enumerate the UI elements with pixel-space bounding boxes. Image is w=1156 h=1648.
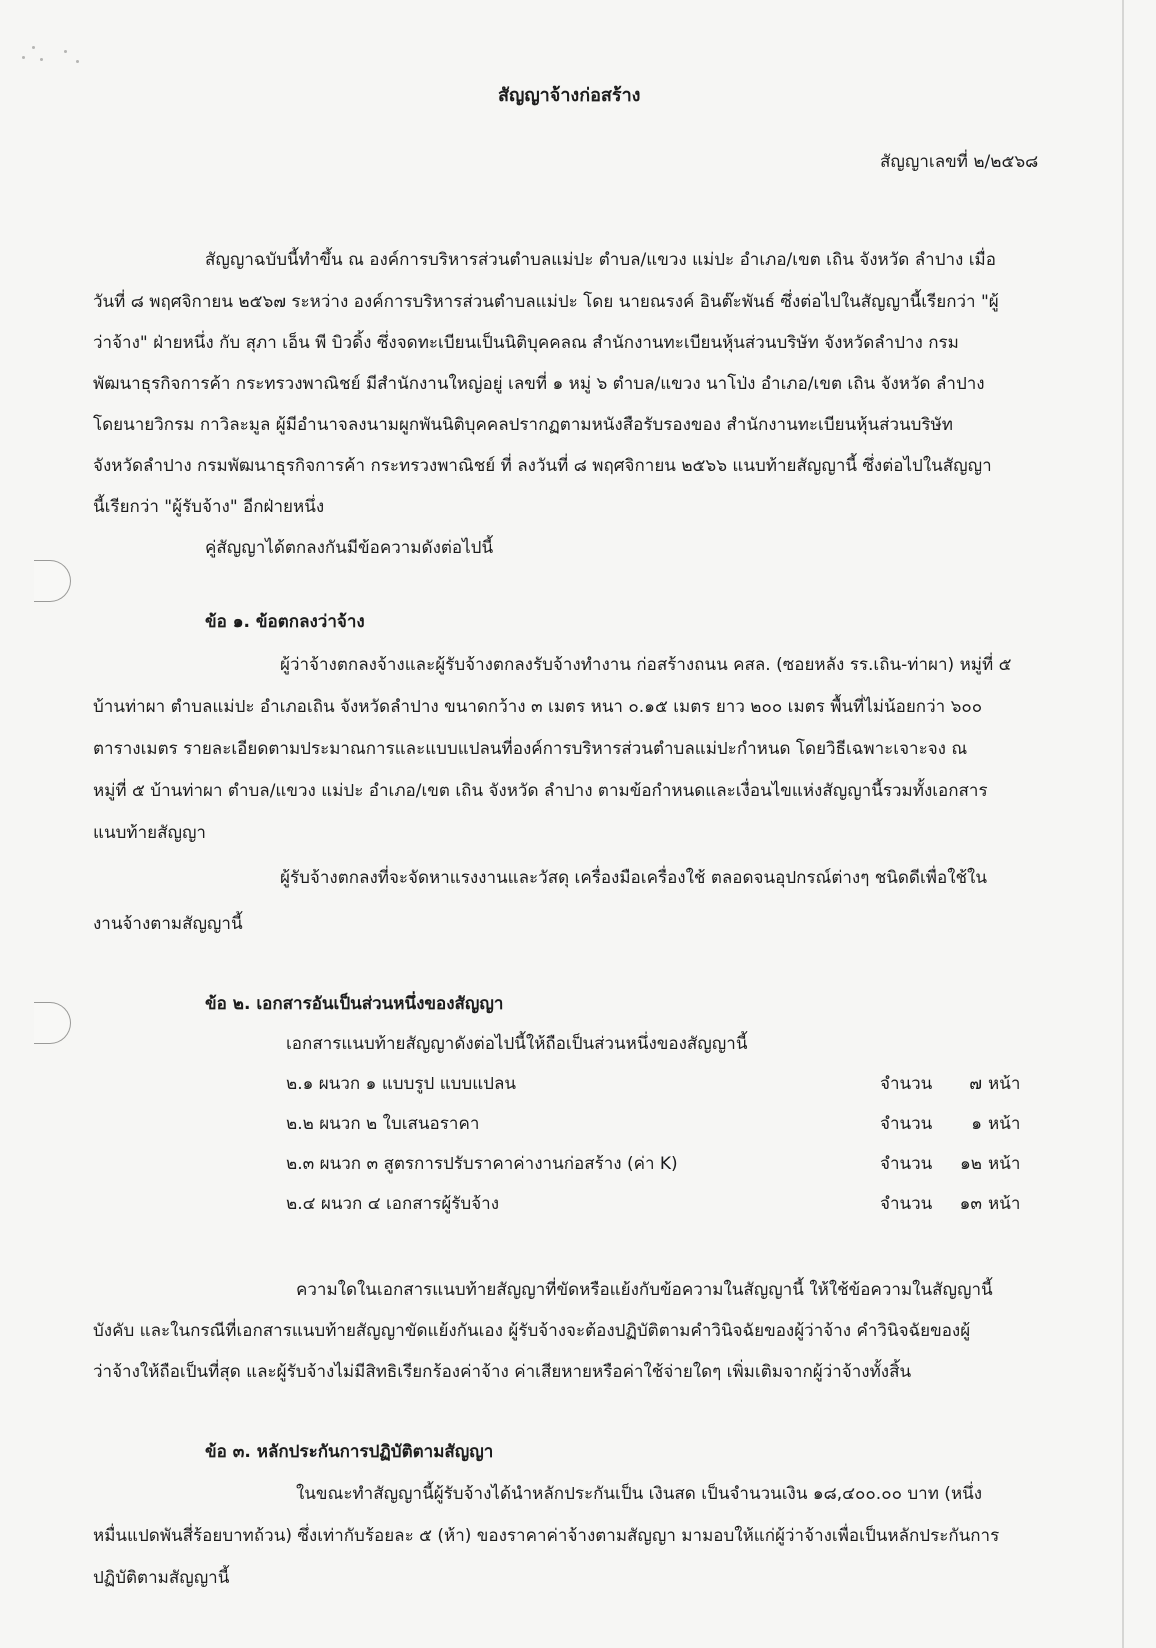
clause1-line: บ้านท่าผา ตำบลแม่ปะ อำเภอเถิน จังหวัดลำปาง ขนาดกว้าง ๓ เมตร หนา ๐.๑๕ เมตร ยาว ๒๐๐ เมตร พื้นที่ไม่น้อยกว่า ๖๐๐ bbox=[93, 697, 983, 717]
clause3-heading: ข้อ ๓. หลักประกันการปฏิบัติตามสัญญา bbox=[205, 1442, 494, 1462]
intro-line: จังหวัดลำปาง กรมพัฒนาธุรกิจการค้า กระทรวงพาณิชย์ ที่ ลงวันที่ ๘ พฤศจิกายน ๒๕๖๖ แนบท้ายสัญญานี้ ซึ่งต่อไปในสัญญา bbox=[93, 456, 992, 476]
attachment-count: ๑๒ bbox=[960, 1154, 982, 1174]
page-edge-line bbox=[1122, 0, 1124, 1648]
attachment-count-word: จำนวน bbox=[880, 1154, 933, 1174]
attachment-label: ๒.๑ ผนวก ๑ แบบรูป แบบแปลน bbox=[286, 1074, 517, 1094]
clause1-line: ผู้รับจ้างตกลงที่จะจัดหาแรงงานและวัสดุ เครื่องมือเครื่องใช้ ตลอดจนอุปกรณ์ต่างๆ ชนิดดีเพื่อใช้ใน bbox=[280, 868, 987, 888]
agreement-line: คู่สัญญาได้ตกลงกันมีข้อความดังต่อไปนี้ bbox=[205, 538, 494, 558]
clause1-line: งานจ้างตามสัญญานี้ bbox=[93, 914, 243, 934]
intro-line: วันที่ ๘ พฤศจิกายน ๒๕๖๗ ระหว่าง องค์การบริหารส่วนตำบลแม่ปะ โดย นายณรงค์ อินต๊ะพันธ์ ซึ่งต่อไปในสัญญานี้เรียกว่า "ผู้ bbox=[93, 292, 999, 312]
intro-line: นี้เรียกว่า "ผู้รับจ้าง" อีกฝ่ายหนึ่ง bbox=[93, 497, 325, 517]
attachment-count: ๑๓ bbox=[959, 1194, 982, 1214]
intro-line: ว่าจ้าง" ฝ่ายหนึ่ง กับ สุภา เอ็น พี บิวดิ้ง ซึ่งจดทะเบียนเป็นนิติบุคคลณ สำนักงานทะเบียนหุ้นส่วนบริษัท จังหวัดลำปาง กรม bbox=[93, 333, 959, 353]
attachment-count-word: จำนวน bbox=[880, 1074, 933, 1094]
clause1-line: ตารางเมตร รายละเอียดตามประมาณการและแบบแปลนที่องค์การบริหารส่วนตำบลแม่ปะกำหนด โดยวิธีเฉพาะเจาะจง ณ bbox=[93, 739, 968, 759]
document-title: สัญญาจ้างก่อสร้าง bbox=[498, 85, 641, 106]
attachment-label: ๒.๔ ผนวก ๔ เอกสารผู้รับจ้าง bbox=[286, 1194, 500, 1214]
contract-number: สัญญาเลขที่ ๒/๒๕๖๘ bbox=[880, 152, 1039, 172]
scan-speckles bbox=[18, 38, 88, 68]
clause2-intro: เอกสารแนบท้ายสัญญาดังต่อไปนี้ให้ถือเป็นส่วนหนึ่งของสัญญานี้ bbox=[286, 1034, 748, 1054]
clause2-line: ความใดในเอกสารแนบท้ายสัญญาที่ขัดหรือแย้งกับข้อความในสัญญานี้ ให้ใช้ข้อความในสัญญานี้ bbox=[296, 1280, 993, 1300]
punch-hole-bottom bbox=[34, 1002, 71, 1044]
attachment-label: ๒.๓ ผนวก ๓ สูตรการปรับราคาค่างานก่อสร้าง (ค่า K) bbox=[286, 1154, 678, 1174]
attachment-count: ๗ bbox=[969, 1074, 982, 1094]
punch-hole-top bbox=[34, 560, 71, 602]
attachment-count-word: จำนวน bbox=[880, 1114, 933, 1134]
attachment-count: ๑ bbox=[971, 1114, 982, 1134]
attachment-unit: หน้า bbox=[988, 1074, 1021, 1094]
attachment-unit: หน้า bbox=[988, 1194, 1021, 1214]
attachment-unit: หน้า bbox=[988, 1114, 1021, 1134]
clause2-line: บังคับ และในกรณีที่เอกสารแนบท้ายสัญญาขัดแย้งกันเอง ผู้รับจ้างจะต้องปฏิบัติตามคำวินิจฉัยของผู้ว่าจ้าง คำวินิจฉัยของผู้ bbox=[93, 1321, 971, 1341]
clause2-line: ว่าจ้างให้ถือเป็นที่สุด และผู้รับจ้างไม่มีสิทธิเรียกร้องค่าจ้าง ค่าเสียหายหรือค่าใช้จ่ายใดๆ เพิ่มเติมจากผู้ว่าจ้างทั้งสิ้น bbox=[93, 1362, 912, 1382]
clause2-heading: ข้อ ๒. เอกสารอันเป็นส่วนหนึ่งของสัญญา bbox=[205, 994, 504, 1014]
clause3-line: ปฏิบัติตามสัญญานี้ bbox=[93, 1568, 230, 1588]
clause3-line: ในขณะทำสัญญานี้ผู้รับจ้างได้นำหลักประกันเป็น เงินสด เป็นจำนวนเงิน ๑๘,๔๐๐.๐๐ บาท (หนึ่ง bbox=[296, 1484, 983, 1504]
intro-line: พัฒนาธุรกิจการค้า กระทรวงพาณิชย์ มีสำนักงานใหญ่อยู่ เลขที่ ๑ หมู่ ๖ ตำบล/แขวง นาโป่ง อำเภอ/เขต เถิน จังหวัด ลำปาง bbox=[93, 374, 985, 394]
clause1-heading: ข้อ ๑. ข้อตกลงว่าจ้าง bbox=[205, 612, 365, 632]
attachment-count-word: จำนวน bbox=[880, 1194, 933, 1214]
attachment-unit: หน้า bbox=[988, 1154, 1021, 1174]
intro-line: สัญญาฉบับนี้ทำขึ้น ณ องค์การบริหารส่วนตำบลแม่ปะ ตำบล/แขวง แม่ปะ อำเภอ/เขต เถิน จังหวัด ลำปาง เมื่อ bbox=[205, 250, 996, 270]
clause1-line: แนบท้ายสัญญา bbox=[93, 823, 206, 843]
intro-line: โดยนายวิกรม กาวิละมูล ผู้มีอำนาจลงนามผูกพันนิติบุคคลปรากฏตามหนังสือรับรองของ สำนักงานทะเบียนหุ้นส่วนบริษัท bbox=[93, 415, 953, 435]
clause1-line: หมู่ที่ ๕ บ้านท่าผา ตำบล/แขวง แม่ปะ อำเภอ/เขต เถิน จังหวัด ลำปาง ตามข้อกำหนดและเงื่อนไขแห่งสัญญานี้รวมทั้งเอกสาร bbox=[93, 781, 988, 801]
attachment-label: ๒.๒ ผนวก ๒ ใบเสนอราคา bbox=[286, 1114, 480, 1134]
clause3-line: หมื่นแปดพันสี่ร้อยบาทถ้วน) ซึ่งเท่ากับร้อยละ ๕ (ห้า) ของราคาค่าจ้างตามสัญญา มามอบให้แก่ผู้ว่าจ้างเพื่อเป็นหลักประกันการ bbox=[93, 1526, 1000, 1546]
clause1-line: ผู้ว่าจ้างตกลงจ้างและผู้รับจ้างตกลงรับจ้างทำงาน ก่อสร้างถนน คสล. (ซอยหลัง รร.เถิน-ท่าผา) หมู่ที่ ๕ bbox=[280, 655, 1012, 675]
